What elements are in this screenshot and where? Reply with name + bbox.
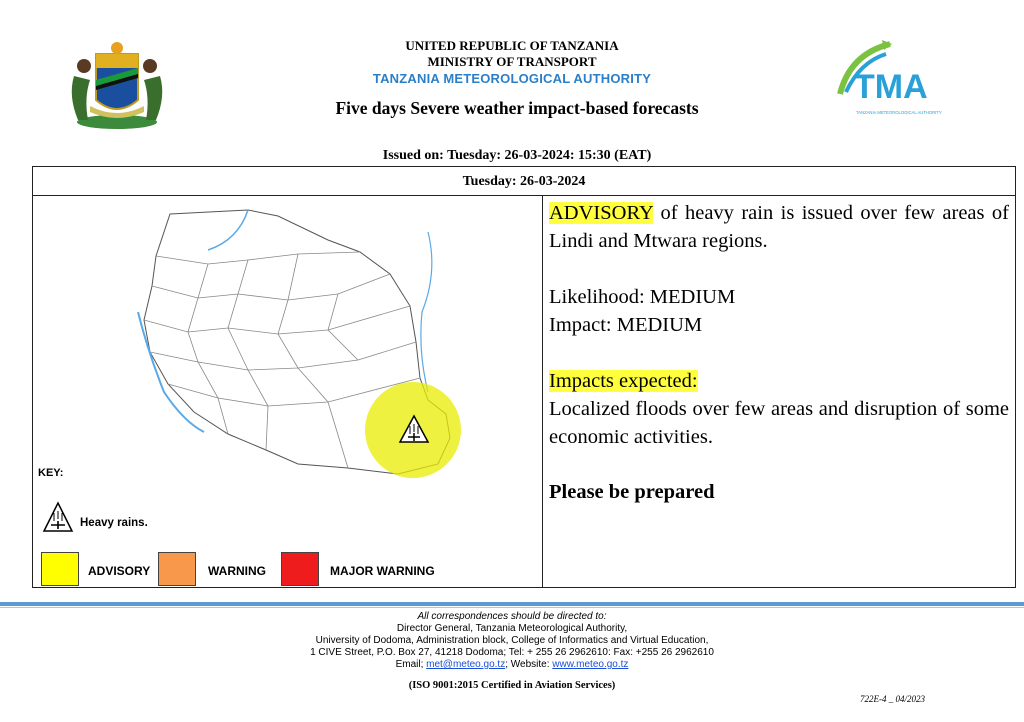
advisory-label: ADVISORY: [88, 564, 151, 578]
advisory-statement: [549, 199, 1009, 255]
footer-rule-thin: [0, 607, 1024, 608]
major-warning-label: MAJOR WARNING: [330, 564, 435, 578]
please-be-prepared: Please be prepared: [549, 481, 715, 503]
impacts-header: [549, 367, 1009, 395]
footer-intro: All correspondences should be directed to:: [417, 611, 607, 622]
impacts-text: Localized floods over few areas and disruption of some economic activities.: [549, 398, 1009, 448]
advisory-highlight: ADVISORY: [549, 202, 654, 224]
likelihood: Likelihood: MEDIUM: [549, 286, 736, 308]
major-warning-swatch: [281, 552, 319, 586]
header-ministry: MINISTRY OF TRANSPORT: [427, 54, 597, 69]
iso-certification: (ISO 9001:2015 Certified in Aviation Services): [408, 680, 616, 691]
advisory-swatch: [41, 552, 79, 586]
key-heavy-rains-label: Heavy rains.: [80, 517, 148, 529]
impacts-header-text: Impacts expected:: [549, 370, 698, 392]
email-label: Email;: [395, 659, 427, 670]
heavy-rain-icon: [42, 501, 74, 533]
tma-logo-text: TMA: [854, 68, 928, 106]
column-divider: [542, 196, 543, 587]
issued-on: Issued on: Tuesday: 26-03-2024: 15:30 (EAT): [382, 148, 652, 163]
email-link[interactable]: met@meteo.go.tz: [426, 659, 506, 670]
key-title: KEY:: [38, 467, 64, 479]
warning-label: WARNING: [208, 564, 266, 578]
coastline-river: [421, 232, 432, 392]
impact: Impact: MEDIUM: [549, 314, 703, 336]
website-label: ; Website:: [505, 659, 553, 670]
footer-director: Director General, Tanzania Meteorological Authority,: [396, 623, 628, 634]
tma-logo-subtext: TANZANIA METEOROLOGICAL AUTHORITY: [856, 110, 942, 115]
header-country: UNITED REPUBLIC OF TANZANIA: [405, 38, 619, 53]
tanzania-map: [98, 202, 488, 494]
header-authority: TANZANIA METEOROLOGICAL AUTHORITY: [372, 71, 652, 86]
footer-contact: [0, 659, 1024, 672]
advisory-detail: of heavy rain is issued over few areas of Lindi and Mtwara regions.: [549, 202, 1009, 252]
footer-address: 1 CIVE Street, P.O. Box 27, 41218 Dodoma; Tel: + 255 26 2962610: Fax: +255 26 2962610: [310, 647, 714, 658]
document-title: Five days Severe weather impact-based forecasts: [335, 98, 699, 118]
footer-university: University of Dodoma, Administration block, College of Informatics and Virtual Education,: [315, 635, 709, 646]
forecast-day: Tuesday: 26-03-2024: [33, 167, 1015, 196]
footer-rule: [0, 602, 1024, 606]
warning-swatch: [158, 552, 196, 586]
form-code: 722E-4 _ 04/2023: [860, 694, 925, 704]
website-link[interactable]: www.meteo.go.tz: [552, 659, 629, 670]
